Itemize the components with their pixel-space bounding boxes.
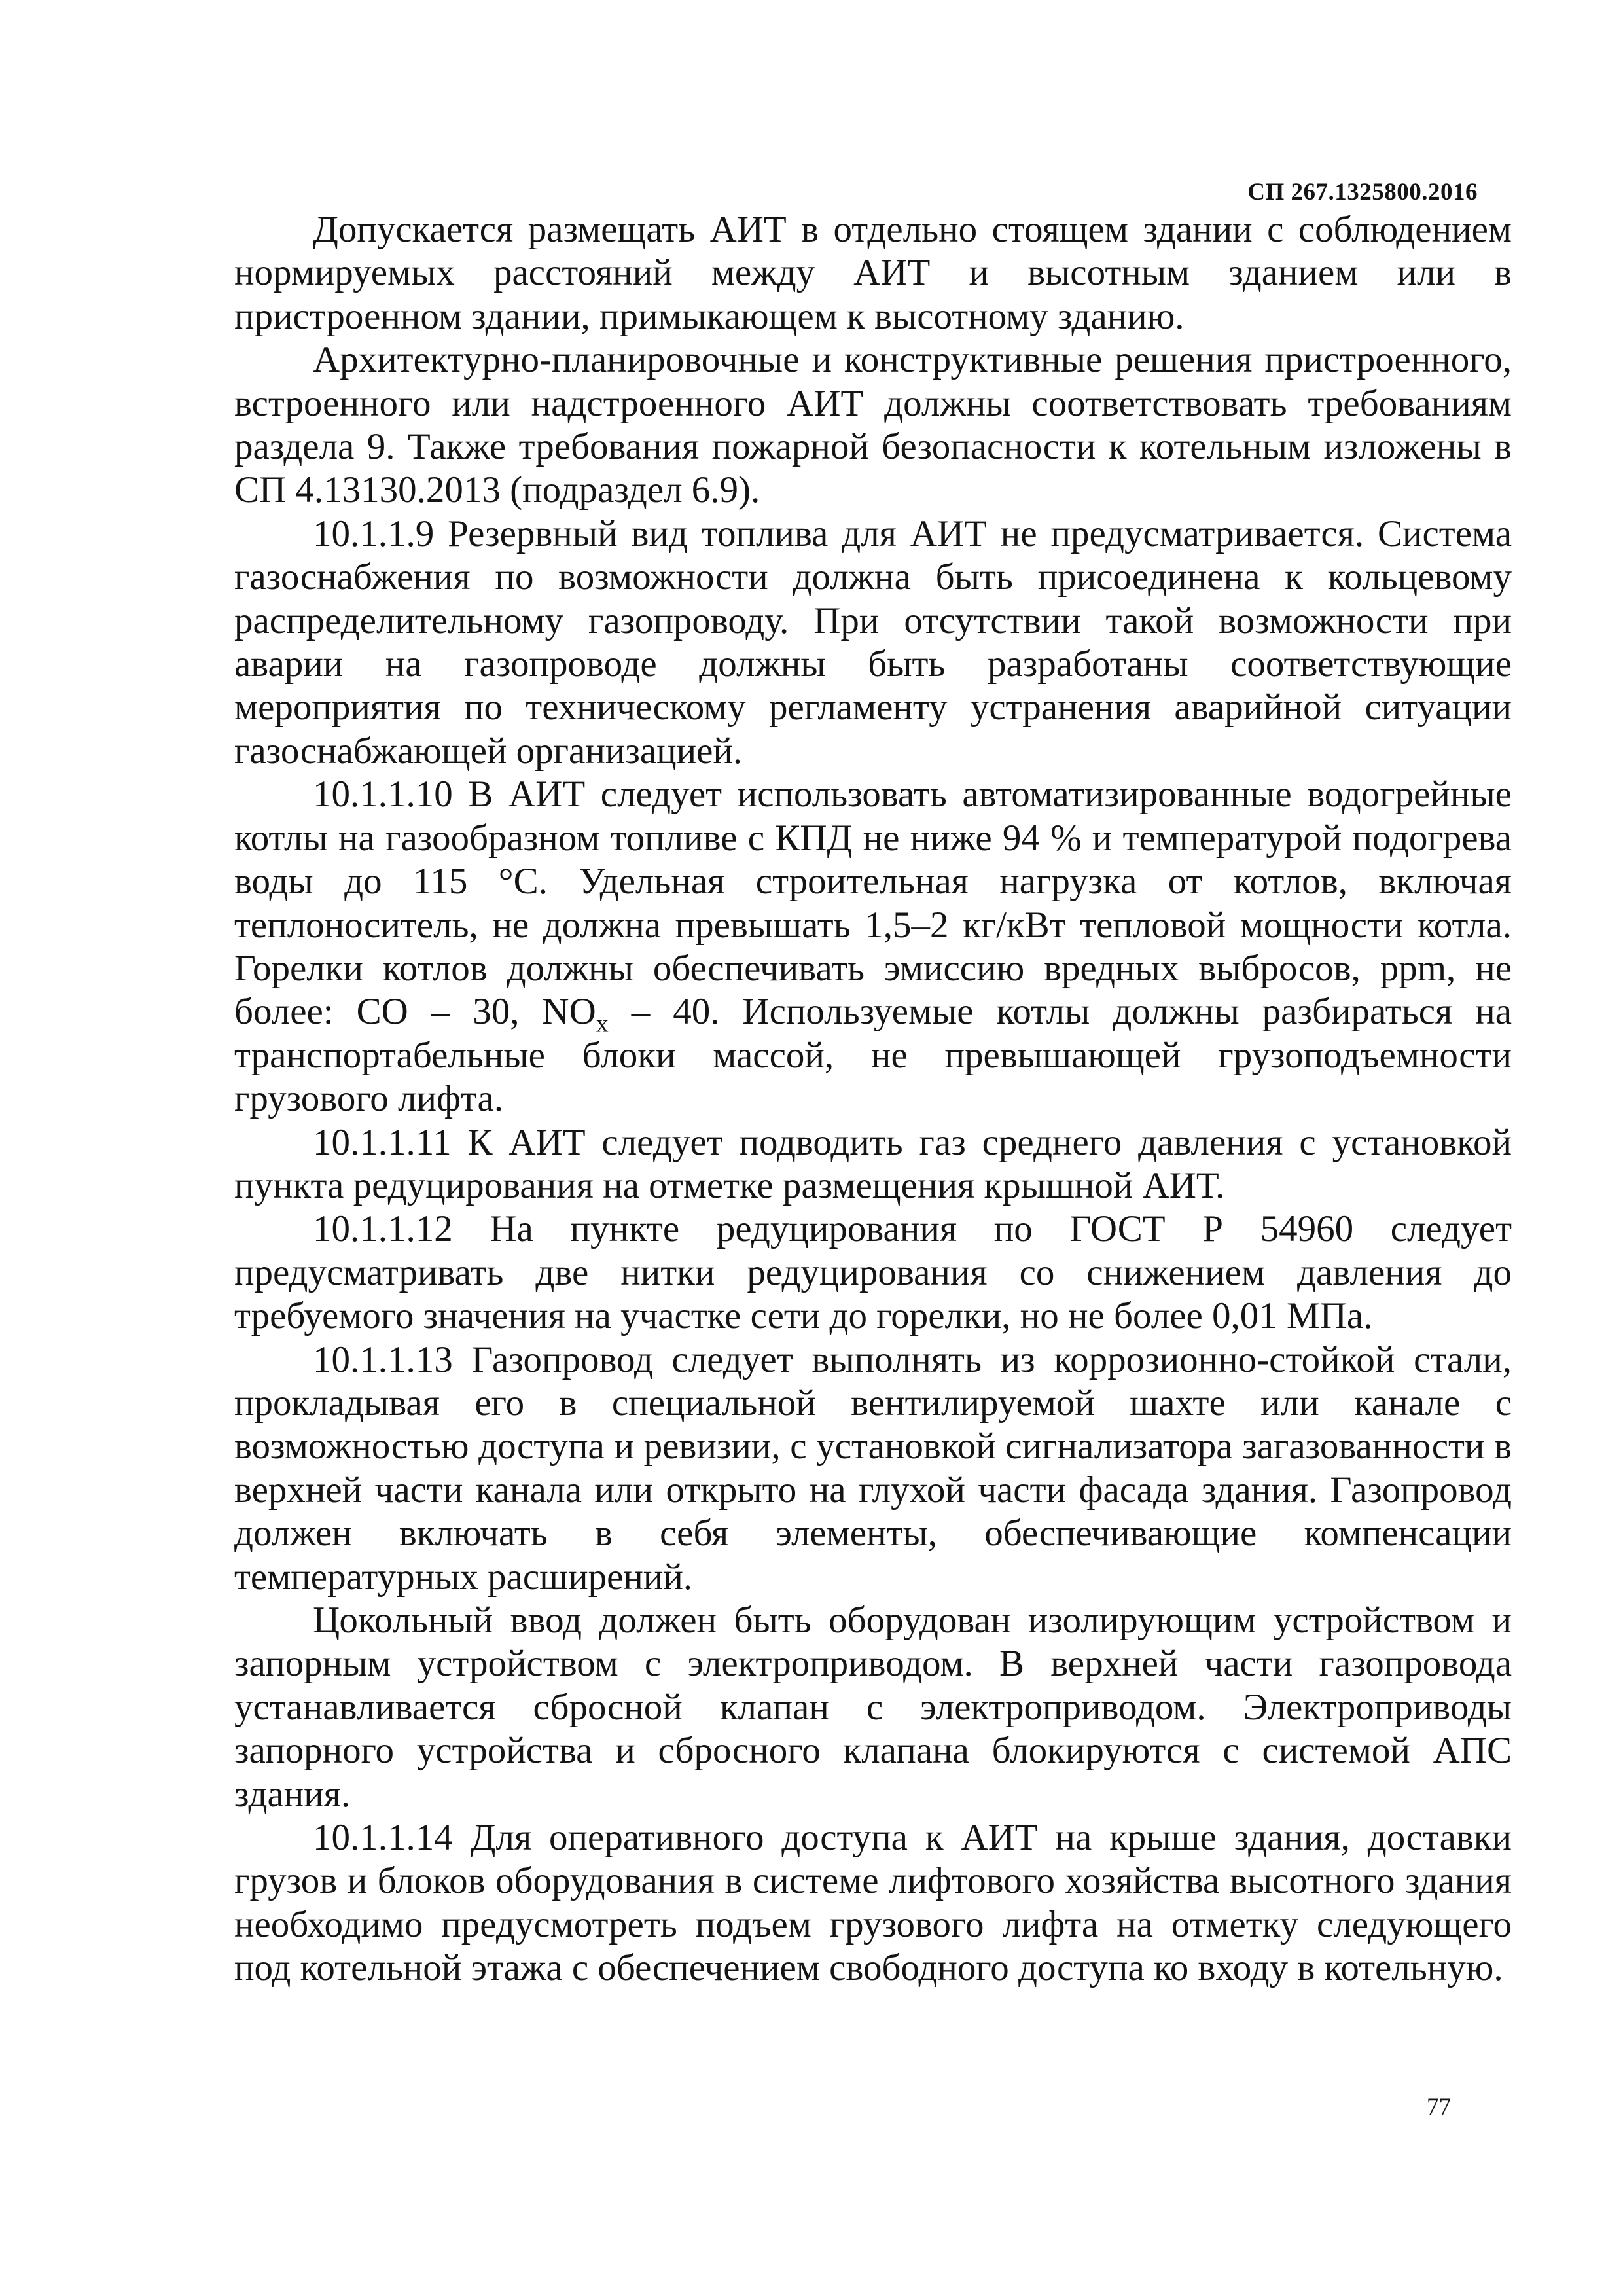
paragraph-10-1-1-10-text-part-1: 10.1.1.10 В АИТ следует использовать автоматизированные водогрейные котлы на газообразном топливе с КПД не ниже 94 % и температурой подогрева воды до 115 °С. Удельная строительная нагрузка от котлов, включая теплоноситель, не должна превышать 1,5–2 кг/кВт тепловой мощности котла. Горелки котлов должны обеспечивать эмиссию вредных выбросов, ppm, не более: СО – 30, NO [234, 774, 1512, 1033]
paragraph-10-1-1-9: 10.1.1.9 Резервный вид топлива для АИТ не предусматривается. Система газоснабжения по возможности должна быть присоединена к кольцевому распределительному газопроводу. При отсутствии такой возможности при аварии на газопроводе должны быть разработаны соответствующие мероприятия по техническому регламенту устранения аварийной ситуации газоснабжающей организацией. [234, 512, 1512, 772]
paragraph-10-1-1-14: 10.1.1.14 Для оперативного доступа к АИТ на крыше здания, доставки грузов и блоков оборудования в системе лифтового хозяйства высотного здания необходимо предусмотреть подъем грузового лифта на отметку следующего под котельной этажа с обеспечением свободного доступа ко входу в котельную. [234, 1817, 1512, 1989]
paragraph-10-1-1-12: 10.1.1.12 На пункте редуцирования по ГОСТ Р 54960 следует предусматривать две нитки редуцирования со снижением давления до требуемого значения на участке сети до горелки, но не более 0,01 МПа. [234, 1208, 1512, 1337]
paragraph-architectural-solutions: Архитектурно-планировочные и конструктивные решения пристроенного, встроенного или надстроенного АИТ должны соответствовать требованиям раздела 9. Также требования пожарной безопасности к котельным изложены в СП 4.13130.2013 (подраздел 6.9). [234, 339, 1512, 511]
page-number: 77 [1427, 2094, 1451, 2121]
paragraph-standalone-building: Допускается размещать АИТ в отдельно стоящем здании с соблюдением нормируемых расстояний между АИТ и высотным зданием или в пристроенном здании, примыкающем к высотному зданию. [234, 209, 1512, 337]
paragraph-10-1-1-13: 10.1.1.13 Газопровод следует выполнять из коррозионно-стойкой стали, прокладывая его в специальной вентилируемой шахте или канале с возможностью доступа и ревизии, с установкой сигнализатора загазованности в верхней части канала или открыто на глухой части фасада здания. Газопровод должен включать в себя элементы, обеспечивающие компенсации температурных расширений. [234, 1338, 1512, 1598]
paragraph-basement-inlet: Цокольный ввод должен быть оборудован изолирующим устройством и запорным устройством с электроприводом. В верхней части газопровода устанавливается сбросной клапан с электроприводом. Электроприводы запорного устройства и сбросного клапана блокируются с системой АПС здания. [234, 1600, 1512, 1815]
paragraph-10-1-1-11: 10.1.1.11 К АИТ следует подводить газ среднего давления с установкой пункта редуцирования на отметке размещения крышной АИТ. [234, 1121, 1512, 1206]
body-text [234, 208, 1512, 1990]
document-code-header: СП 267.1325800.2016 [1247, 179, 1478, 206]
paragraph-10-1-1-10 [234, 773, 1512, 1121]
nox-subscript: x [596, 1010, 609, 1038]
paragraph-10-1-1-10-text-part-2: – 40. Используемые котлы должны разбираться на транспортабельные блоки массой, не превышающей грузоподъемности грузового лифта. [234, 991, 1512, 1120]
